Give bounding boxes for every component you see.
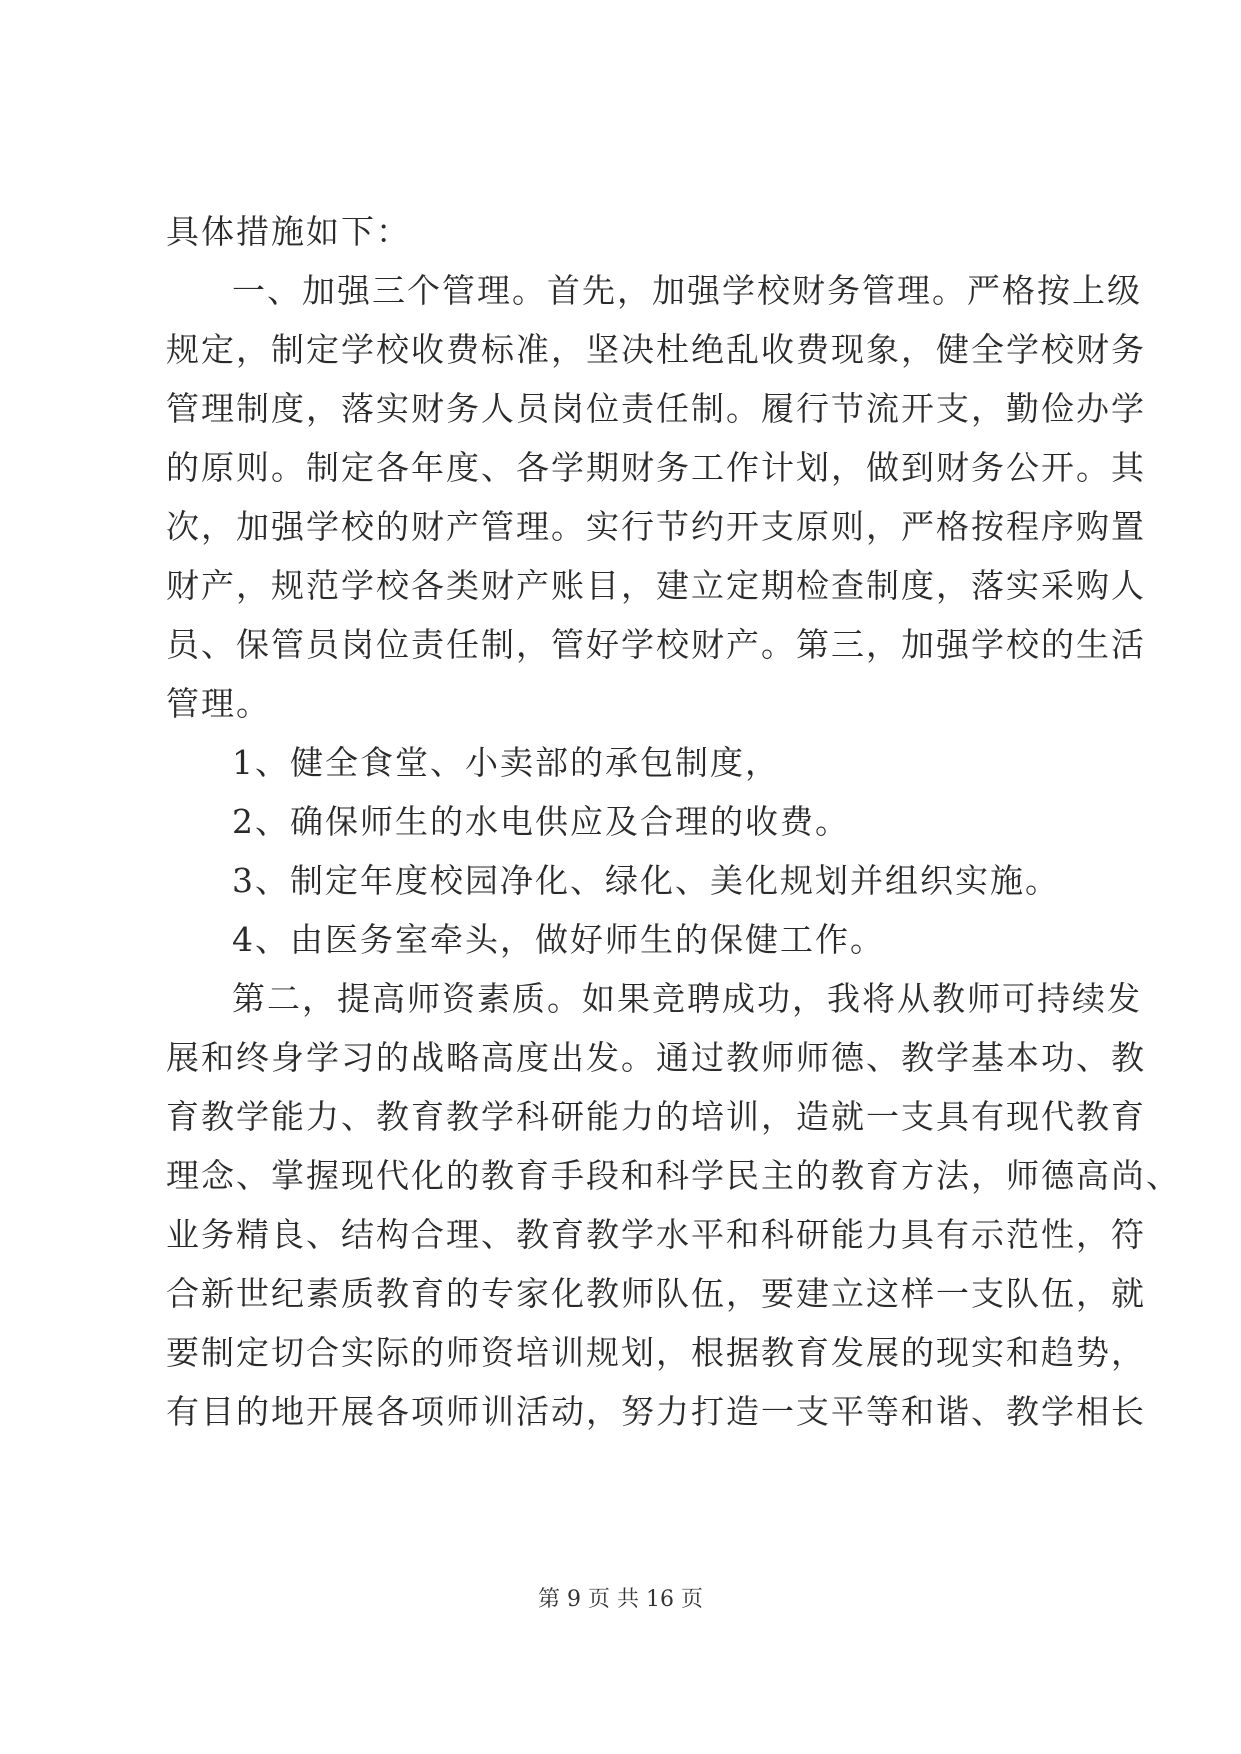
text-line: 的原则。制定各年度、各学期财务工作计划，做到财务公开。其 xyxy=(166,448,1146,487)
text-line: 具体措施如下： xyxy=(166,212,411,251)
text-line: 员、保管员岗位责任制，管好学校财产。第三，加强学校的生活 xyxy=(166,625,1146,664)
text-line: 财产，规范学校各类财产账目，建立定期检查制度，落实采购人 xyxy=(166,566,1146,605)
text-line: 规定，制定学校收费标准，坚决杜绝乱收费现象，健全学校财务 xyxy=(166,330,1146,369)
text-line: 育教学能力、教育教学科研能力的培训，造就一支具有现代教育 xyxy=(166,1097,1146,1136)
text-line: 管理。 xyxy=(166,684,271,723)
text-line: 业务精良、结构合理、教育教学水平和科研能力具有示范性，符 xyxy=(166,1215,1146,1254)
text-line: 要制定切合实际的师资培训规划，根据教育发展的现实和趋势， xyxy=(166,1333,1146,1372)
list-item: 1、健全食堂、小卖部的承包制度， xyxy=(232,743,780,782)
text-line: 理念、掌握现代化的教育手段和科学民主的教育方法，师德高尚、 xyxy=(166,1156,1181,1195)
text-line: 展和终身学习的战略高度出发。通过教师师德、教学基本功、教 xyxy=(166,1038,1146,1077)
list-item: 3、制定年度校园净化、绿化、美化规划并组织实施。 xyxy=(232,861,1060,900)
list-item: 2、确保师生的水电供应及合理的收费。 xyxy=(232,802,850,841)
list-item: 4、由医务室牵头，做好师生的保健工作。 xyxy=(232,920,885,959)
text-line: 合新世纪素质教育的专家化教师队伍，要建立这样一支队伍，就 xyxy=(166,1274,1146,1313)
text-line: 管理制度，落实财务人员岗位责任制。履行节流开支，勤俭办学 xyxy=(166,389,1146,428)
page-number-footer: 第 9 页 共 16 页 xyxy=(538,1587,703,1612)
text-line: 有目的地开展各项师训活动，努力打造一支平等和谐、教学相长 xyxy=(166,1392,1146,1431)
text-line: 第二，提高师资素质。如果竞聘成功，我将从教师可持续发 xyxy=(232,979,1142,1018)
text-line: 次，加强学校的财产管理。实行节约开支原则，严格按程序购置 xyxy=(166,507,1146,546)
text-line: 一、加强三个管理。首先，加强学校财务管理。严格按上级 xyxy=(232,271,1142,310)
